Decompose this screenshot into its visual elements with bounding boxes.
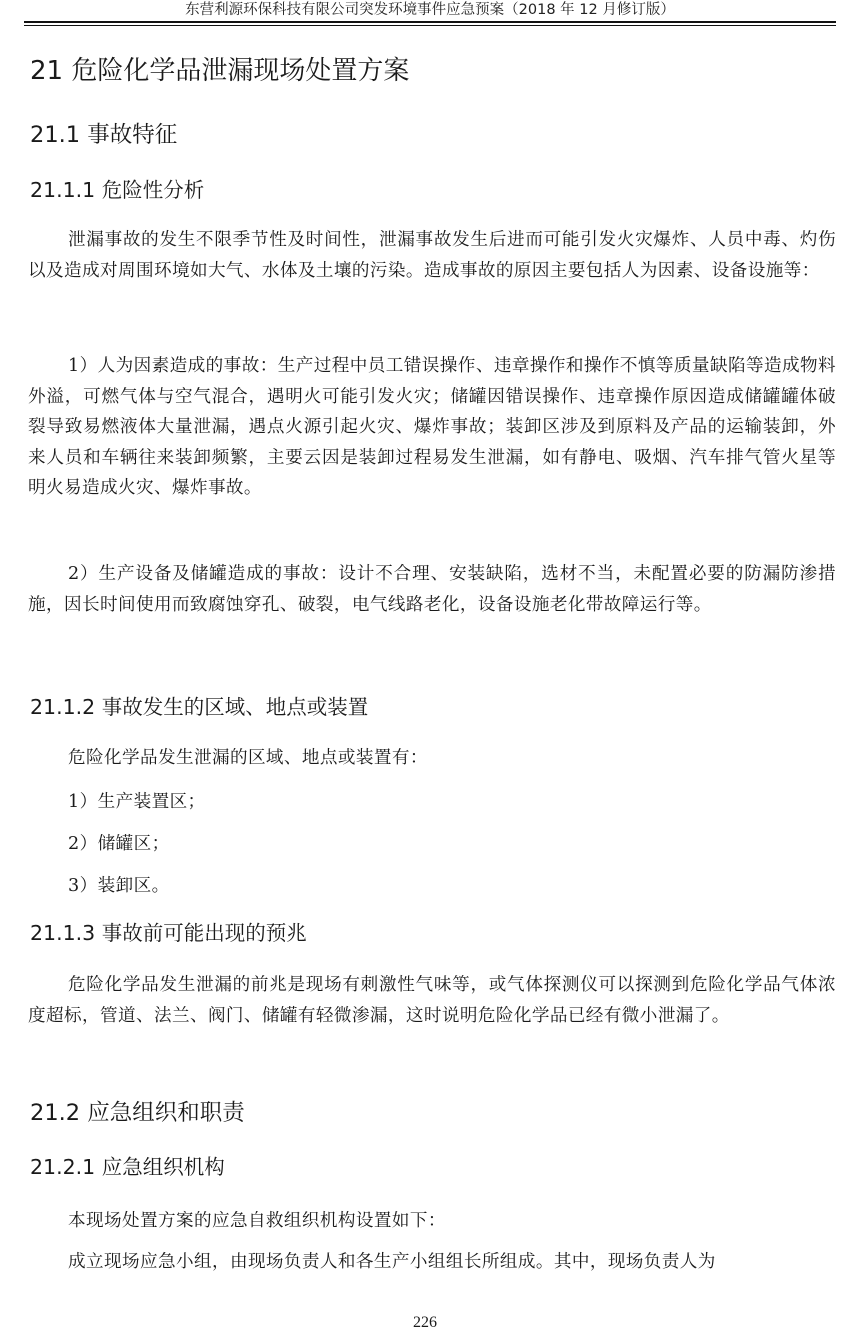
subsection-title-21-1-1: 21.1.1 危险性分析 [30,178,205,202]
paragraph-equipment-factors: 2）生产设备及储罐造成的事故：设计不合理、安装缺陷，选材不当，未配置必要的防漏防渗措施，因长时间使用而致腐蚀穿孔、破裂，电气线路老化，设备设施老化带故障运行等。 [28,564,836,615]
list-item: 1）生产装置区； [68,792,206,812]
paragraph-human-factors: 1）人为因素造成的事故：生产过程中员工错误操作、违章操作和操作不慎等质量缺陷等造成物料外溢，可燃气体与空气混合，遇明火可能引发火灾；储罐因错误操作、违章操作原因造成储罐罐体破裂导致易燃液体大量泄漏，遇点火源引起火灾、爆炸事故；装卸区涉及到原料及产品的运输装卸，外来人员和车辆往来装卸频繁，主要云因是装卸过程易发生泄漏，如有静电、吸烟、汽车排气管火星等明火易造成火灾、爆炸事故。 [28,356,836,498]
chapter-title: 21 危险化学品泄漏现场处置方案 [30,56,410,86]
subsection-title-21-2-1: 21.2.1 应急组织机构 [30,1155,225,1179]
paragraph-warning-signs: 危险化学品发生泄漏的前兆是现场有刺激性气味等，或气体探测仪可以探测到危险化学品气体浓度超标，管道、法兰、阀门、储罐有轻微渗漏，这时说明危险化学品已经有微小泄漏了。 [28,975,836,1026]
paragraph-org-intro: 本现场处置方案的应急自救组织机构设置如下： [68,1211,446,1231]
paragraph-org-detail: 成立现场应急小组，由现场负责人和各生产小组组长所组成。其中，现场负责人为 [68,1252,716,1272]
list-item: 2）储罐区； [68,834,170,854]
section-title-21-2: 21.2 应急组织和职责 [30,1100,245,1126]
paragraph-areas-intro: 危险化学品发生泄漏的区域、地点或装置有： [68,748,428,768]
section-title-21-1: 21.1 事故特征 [30,122,178,148]
list-item: 3）装卸区。 [68,876,170,896]
header-rule-thin [24,25,836,26]
paragraph-hazard-intro: 泄漏事故的发生不限季节性及时间性，泄漏事故发生后进而可能引发火灾爆炸、人员中毒、灼伤以及造成对周围环境如大气、水体及土壤的污染。造成事故的原因主要包括人为因素、设备设施等： [28,230,836,281]
document-header: 东营利源环保科技有限公司突发环境事件应急预案（2018 年 12 月修订版） [185,2,675,18]
page-number: 226 [413,1314,437,1331]
subsection-title-21-1-3: 21.1.3 事故前可能出现的预兆 [30,921,307,945]
header-rule-thick [24,21,836,23]
subsection-title-21-1-2: 21.1.2 事故发生的区域、地点或装置 [30,695,369,719]
